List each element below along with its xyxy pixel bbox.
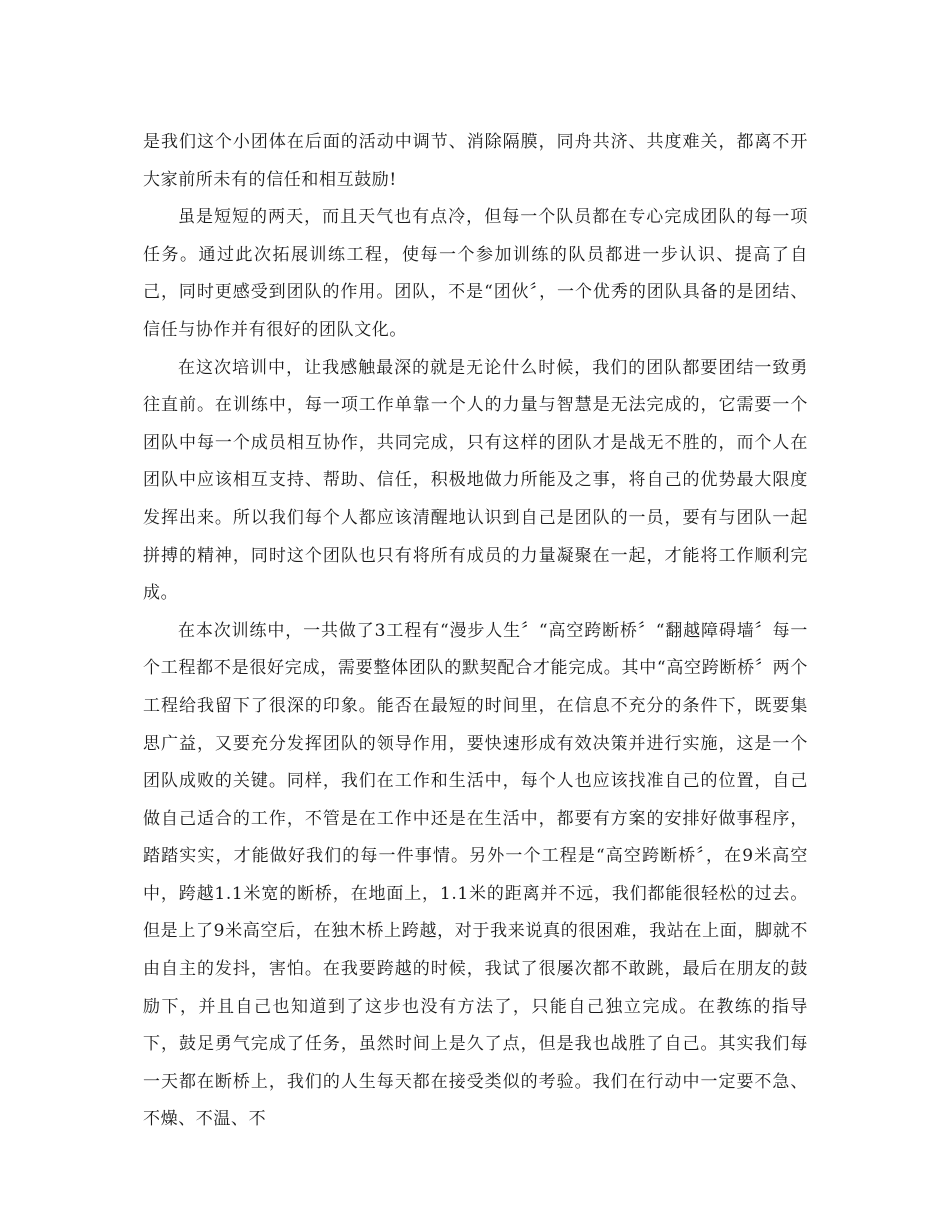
paragraph-1: 是我们这个小团体在后面的活动中调节、消除隔膜，同舟共济、共度难关，都离不开大家前所未有的信任和相互鼓励!	[143, 132, 808, 190]
paragraph-3: 在这次培训中，让我感触最深的就是无论什么时候，我们的团队都要团结一致勇往直前。在训练中，每一项工作单靠一个人的力量与智慧是无法完成的，它需要一个团队中每一个成员相互协作，共同完成，只有这样的团队才是战无不胜的，而个人在团队中应该相互支持、帮助、信任，积极地做力所能及之事，将自己的优势最大限度发挥出来。所以我们每个人都应该清醒地认识到自己是团队的一员，要有与团队一起拼搏的精神，同时这个团队也只有将所有成员的力量凝聚在一起，才能将工作顺利完成。	[143, 357, 808, 604]
paragraph-4: 在本次训练中，一共做了3工程有“漫步人生〞“高空跨断桥〞“翻越障碍墙〞每一个工程都不是很好完成，需要整体团队的默契配合才能完成。其中“高空跨断桥〞两个工程给我留下了很深的印象。能否在最短的时间里，在信息不充分的条件下，既要集思广益，又要充分发挥团队的领导作用，要快速形成有效决策并进行实施，这是一个团队成败的关键。同样，我们在工作和生活中，每个人也应该找准自己的位置，自己做自己适合的工作，不管是在工作中还是在生活中，都要有方案的安排好做事程序，踏踏实实，才能做好我们的每一件事情。另外一个工程是“高空跨断桥〞，在9米高空中，跨越1.1米宽的断桥，在地面上，1.1米的距离并不远，我们都能很轻松的过去。但是上了9米高空后，在独木桥上跨越，对于我来说真的很困难，我站在上面，脚就不由自主的发抖，害怕。在我要跨越的时候，我试了很屡次都不敢跳，最后在朋友的鼓励下，并且自己也知道到了这步也没有方法了，只能自己独立完成。在教练的指导下，鼓足勇气完成了任务，虽然时间上是久了点，但是我也战胜了自己。其实我们每一天都在断桥上，我们的人生每天都在接受类似的考验。我们在行动中一定要不急、不燥、不温、不	[143, 620, 808, 1130]
document-body	[143, 124, 808, 1139]
paragraph-2: 虽是短短的两天，而且天气也有点冷，但每一个队员都在专心完成团队的每一项任务。通过此次拓展训练工程，使每一个参加训练的队员都进一步认识、提高了自己，同时更感受到团队的作用。团队，不是“团伙〞，一个优秀的团队具备的是团结、信任与协作并有很好的团队文化。	[143, 207, 808, 340]
